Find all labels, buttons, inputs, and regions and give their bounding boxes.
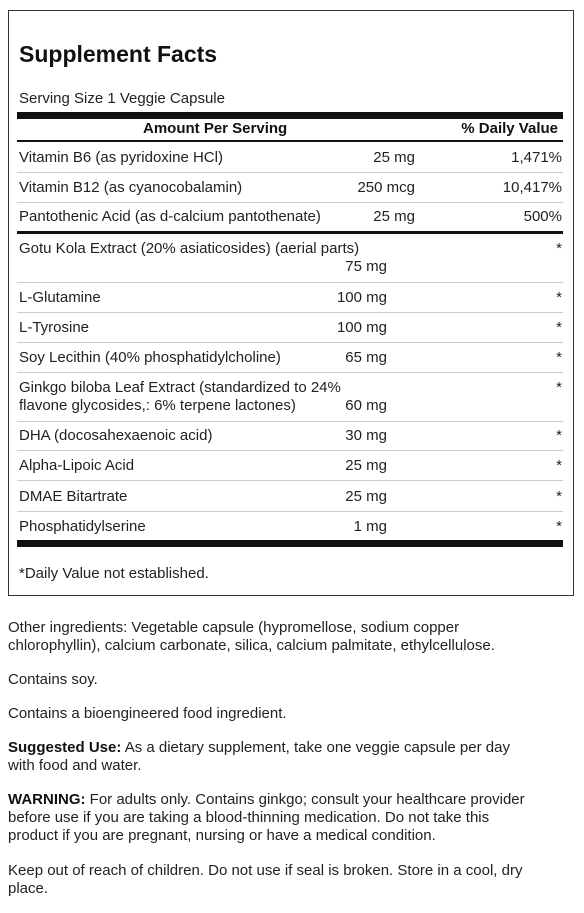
nutrient-amount: 25 mg — [373, 149, 415, 166]
nutrient-name: Ginkgo biloba Leaf Extract (standardized to 24% — [19, 379, 341, 396]
row-divider — [17, 312, 563, 313]
row-divider — [17, 372, 563, 373]
warning-text: For adults only. Contains ginkgo; consult your healthcare provider — [85, 791, 525, 808]
nutrient-name: Vitamin B12 (as cyanocobalamin) — [19, 179, 243, 196]
row-divider — [17, 450, 563, 451]
nutrient-name: Phosphatidylserine — [19, 518, 146, 535]
warning-label: WARNING: — [8, 791, 86, 808]
thick-rule-top — [17, 112, 563, 119]
nutrient-name: Soy Lecithin (40% phosphatidylcholine) — [19, 349, 281, 366]
nutrient-amount: 250 mcg — [357, 179, 415, 196]
row-divider — [17, 421, 563, 422]
nutrient-name: Pantothenic Acid (as d-calcium pantothenate) — [19, 208, 321, 225]
nutrient-name: L-Glutamine — [19, 289, 101, 306]
nutrient-amount: 100 mg — [336, 319, 387, 336]
nutrient-name: Gotu Kola Extract (20% asiaticosides) (aerial parts) — [19, 240, 360, 257]
row-divider — [17, 511, 563, 512]
nutrient-daily-value: * — [556, 289, 562, 306]
storage-instructions — [8, 862, 568, 898]
nutrient-daily-value: 10,417% — [502, 179, 562, 196]
suggested-use-text: with food and water. — [8, 757, 142, 774]
nutrient-daily-value: * — [556, 518, 562, 535]
row-divider — [17, 342, 563, 343]
nutrient-daily-value: 1,471% — [511, 149, 562, 166]
other-ingredients-line: Other ingredients: Vegetable capsule (hypromellose, sodium copper — [8, 619, 460, 636]
row-divider — [17, 172, 563, 173]
nutrient-name-continued: flavone glycosides,: 6% terpene lactones) — [19, 397, 296, 414]
nutrient-name: L-Tyrosine — [19, 319, 90, 336]
suggested-use — [8, 739, 568, 775]
nutrient-daily-value: * — [556, 427, 562, 444]
suggested-use-text: As a dietary supplement, take one veggie capsule per day — [121, 739, 510, 756]
nutrient-amount: 25 mg — [373, 208, 415, 225]
other-ingredients-line: chlorophyllin), calcium carbonate, silica, calcium palmitate, ethylcellulose. — [8, 637, 495, 654]
vitamin-section-rule — [17, 231, 563, 234]
nutrient-amount: 25 mg — [345, 457, 387, 474]
nutrient-amount: 65 mg — [345, 349, 387, 366]
header-daily-value: % Daily Value — [461, 120, 558, 137]
nutrient-name: Vitamin B6 (as pyridoxine HCl) — [19, 149, 223, 166]
supplement-facts-title: Supplement Facts — [19, 41, 218, 67]
nutrient-daily-value: * — [556, 349, 562, 366]
serving-size: Serving Size 1 Veggie Capsule — [19, 90, 225, 107]
daily-value-footnote: *Daily Value not established. — [19, 565, 209, 582]
warning-text: product if you are pregnant, nursing or have a medical condition. — [8, 827, 436, 844]
contains-soy: Contains soy. — [8, 671, 98, 688]
nutrient-name: DHA (docosahexaenoic acid) — [19, 427, 213, 444]
row-divider — [17, 282, 563, 283]
header-amount-per-serving: Amount Per Serving — [143, 120, 288, 137]
suggested-use-label: Suggested Use: — [8, 739, 122, 756]
row-divider — [17, 480, 563, 481]
nutrient-amount: 100 mg — [336, 289, 387, 306]
storage-text: place. — [8, 880, 49, 897]
nutrient-name: DMAE Bitartrate — [19, 488, 128, 505]
nutrient-amount: 75 mg — [345, 258, 387, 275]
row-divider — [17, 202, 563, 203]
nutrient-daily-value: * — [556, 457, 562, 474]
other-ingredients — [8, 619, 568, 655]
nutrient-daily-value: * — [556, 379, 562, 396]
nutrient-daily-value: * — [556, 319, 562, 336]
storage-text: Keep out of reach of children. Do not use if seal is broken. Store in a cool, dry — [8, 862, 523, 879]
bioengineered-notice: Contains a bioengineered food ingredient. — [8, 705, 287, 722]
warning — [8, 791, 568, 845]
header-rule — [17, 140, 563, 142]
thick-rule-bottom — [17, 540, 563, 547]
nutrient-daily-value: * — [556, 240, 562, 257]
nutrient-name: Alpha-Lipoic Acid — [19, 457, 135, 474]
nutrient-amount: 30 mg — [345, 427, 387, 444]
nutrient-amount: 60 mg — [345, 397, 387, 414]
nutrient-amount: 25 mg — [345, 488, 387, 505]
nutrient-daily-value: 500% — [523, 208, 562, 225]
warning-text: before use if you are taking a blood-thinning medication. Do not take this — [8, 809, 490, 826]
nutrient-amount: 1 mg — [353, 518, 387, 535]
nutrient-daily-value: * — [556, 488, 562, 505]
